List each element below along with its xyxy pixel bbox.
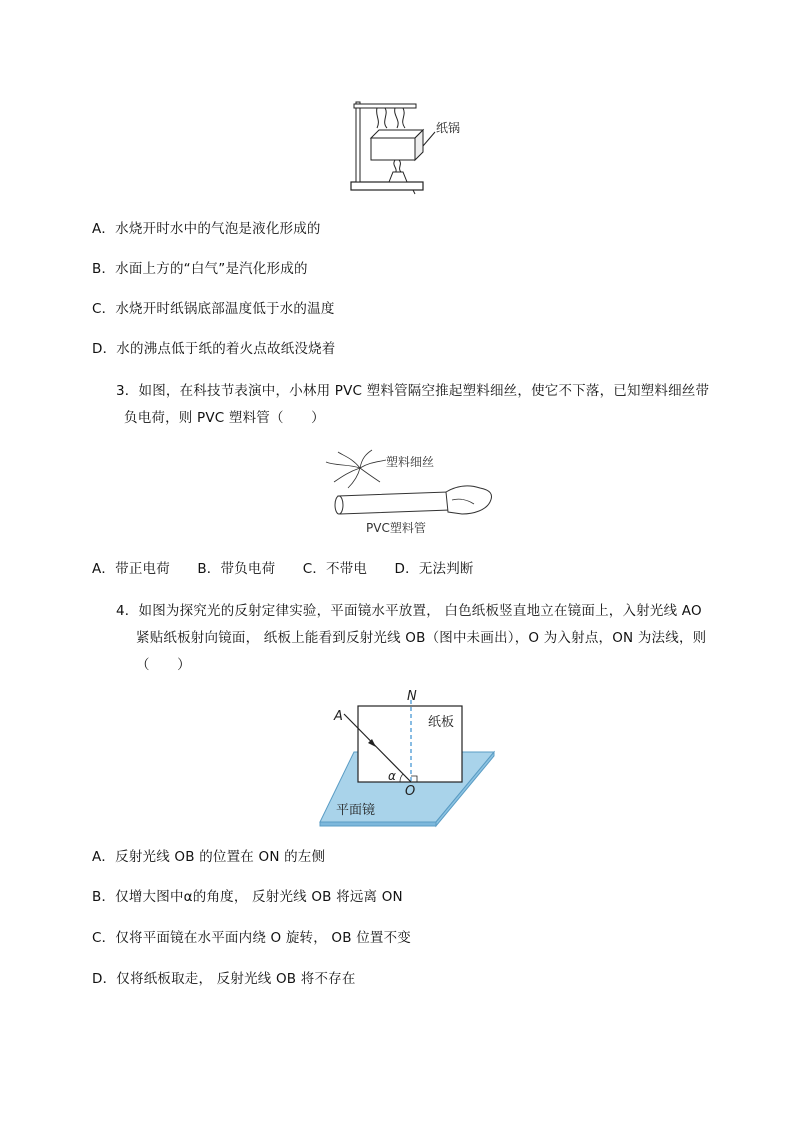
pvc-tube-label: PVC塑料管 (366, 521, 426, 535)
reflection-figure (316, 690, 500, 830)
mirror-label: 平面镜 (336, 803, 376, 818)
paper-pot-diagram (345, 96, 475, 198)
q3-options: A．带正电荷 B．带负电荷 C．不带电 D．无法判断 (92, 561, 474, 577)
reflection-diagram (316, 690, 500, 830)
pvc-tube-diagram (318, 448, 498, 538)
pvc-tube-figure (318, 448, 498, 538)
q4-stem-line1: 4．如图为探究光的反射定律实验，平面镜水平放置， 白色纸板竖直地立在镜面上，入射光线 AO (116, 603, 702, 619)
q3-stem-line1: 3．如图，在科技节表演中，小林用 PVC 塑料管隔空推起塑料细丝，使它不下落，已知塑料细丝带 (116, 383, 710, 399)
q4-option-b: B．仅增大图中α的角度， 反射光线 OB 将远离 ON (92, 889, 403, 905)
label-n: N (407, 690, 417, 704)
q2-option-d: D．水的沸点低于纸的着火点故纸没烧着 (92, 341, 336, 357)
q4-stem-line2: 紧贴纸板射向镜面， 纸板上能看到反射光线 OB（图中未画出），O 为入射点，ON 为法线，则 (136, 630, 707, 646)
q4-option-a: A．反射光线 OB 的位置在 ON 的左侧 (92, 849, 326, 865)
q2-option-a: A．水烧开时水中的气泡是液化形成的 (92, 221, 321, 237)
label-a: A (334, 709, 343, 724)
filament-label: 塑料细丝 (386, 455, 435, 469)
label-o: O (405, 784, 416, 799)
paper-pot-figure (345, 96, 475, 198)
paper-pot-label: 纸锅 (436, 121, 461, 135)
label-alpha: α (388, 769, 396, 783)
q4-option-d: D．仅将纸板取走， 反射光线 OB 将不存在 (92, 971, 356, 987)
q3-stem-line2: 负电荷，则 PVC 塑料管（ ） (124, 410, 325, 426)
q4-option-c: C．仅将平面镜在水平面内绕 O 旋转， OB 位置不变 (92, 930, 412, 946)
board-label: 纸板 (428, 715, 455, 730)
q2-option-c: C．水烧开时纸锅底部温度低于水的温度 (92, 301, 335, 317)
q2-option-b: B．水面上方的“白气”是汽化形成的 (92, 261, 308, 277)
q4-stem-line3: （ ） (136, 657, 191, 673)
